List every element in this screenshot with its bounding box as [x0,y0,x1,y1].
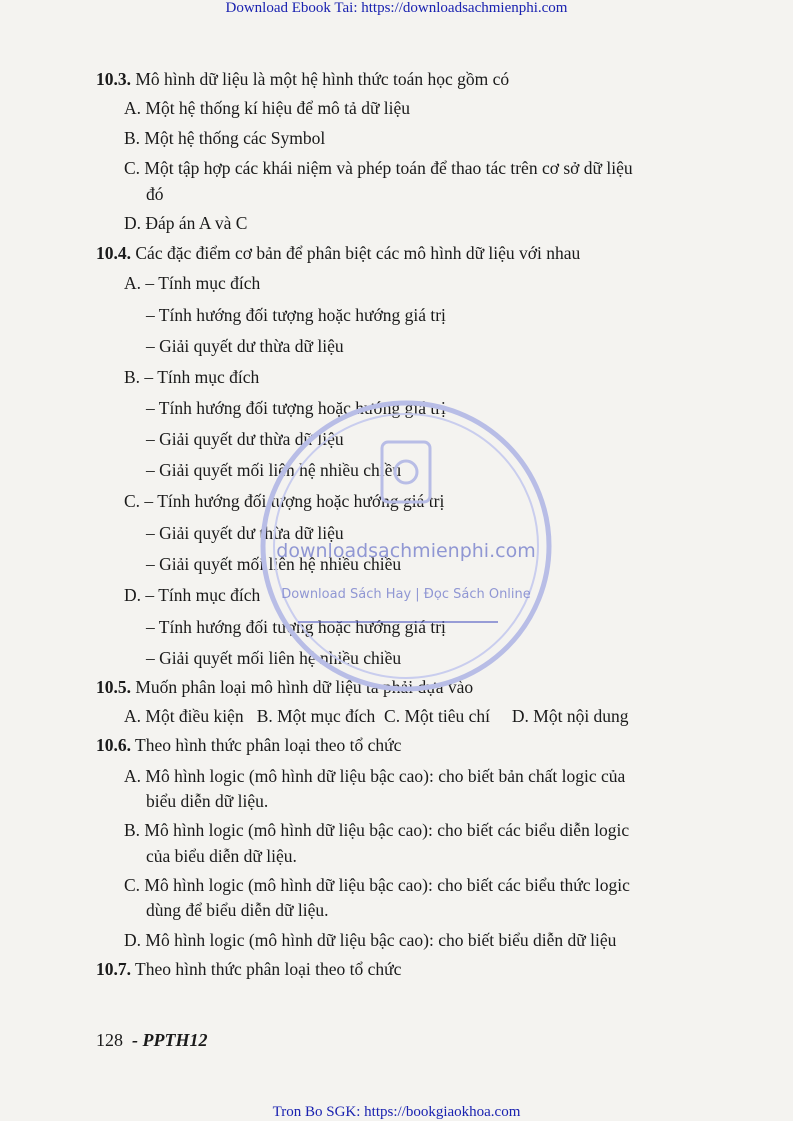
question-text: Mô hình dữ liệu là một hệ hình thức toán học gồm có [131,69,510,89]
option-a: A. Mô hình logic (mô hình dữ liệu bậc cao): cho biết bản chất logic của [124,766,626,786]
question-10-3 [96,69,509,89]
question-text: Theo hình thức phân loại theo tổ chức [131,959,402,979]
question-number: 10.5. [96,677,131,697]
option-a: A. Một hệ thống kí hiệu để mô tả dữ liệu [124,98,411,118]
watermark-site: downloadsachmienphi.com [276,540,536,562]
options-row: A. Một điều kiện B. Một mục đích C. Một tiêu chí D. Một nội dung [124,706,629,726]
option-b: B. Một hệ thống các Symbol [124,128,326,148]
question-number: 10.4. [96,243,131,263]
option-d: D. Mô hình logic (mô hình dữ liệu bậc cao): cho biết biểu diễn dữ liệu [124,930,617,950]
option-a: A. – Tính mục đích [124,273,261,293]
option-c-continued: dùng để biểu diễn dữ liệu. [146,900,329,920]
question-number: 10.7. [96,959,131,979]
question-text: Theo hình thức phân loại theo tổ chức [131,735,402,755]
option-c: C. – Tính hướng đối tượng hoặc hướng giá trị [124,491,445,511]
option-a-item: – Tính hướng đối tượng hoặc hướng giá trị [146,305,446,325]
option-b: B. Mô hình logic (mô hình dữ liệu bậc cao): cho biết các biểu diễn logic [124,820,630,840]
option-b-item: – Tính hướng đối tượng hoặc hướng giá trị [146,398,446,418]
option-a-continued: biểu diễn dữ liệu. [146,791,269,811]
question-text: Muốn phân loại mô hình dữ liệu ta phải dựa vào [131,677,474,697]
option-b-continued: của biểu diễn dữ liệu. [146,846,297,866]
watermark-tagline: Download Sách Hay | Đọc Sách Online [281,587,531,602]
question-number: 10.3. [96,69,131,89]
option-c: C. Một tập hợp các khái niệm và phép toán để thao tác trên cơ sở dữ liệu [124,158,633,178]
option-b: B. – Tính mục đích [124,367,260,387]
option-d: D. – Tính mục đích [124,585,261,605]
top-download-banner[interactable]: Download Ebook Tai: https://downloadsachmienphi.com [225,0,568,16]
question-text: Các đặc điểm cơ bản để phân biệt các mô hình dữ liệu với nhau [131,243,581,263]
bottom-download-banner[interactable]: Tron Bo SGK: https://bookgiaokhoa.com [272,1104,521,1120]
question-10-7 [96,959,401,979]
option-c-continued: đó [146,184,164,204]
option-b-item: – Giải quyết mối liên hệ nhiều chiều [146,460,402,480]
option-b-item: – Giải quyết dư thừa dữ liệu [146,429,344,449]
page-number: 128 [96,1030,123,1050]
option-c-item: – Giải quyết mối liên hệ nhiều chiều [146,554,402,574]
option-c-item: – Giải quyết dư thừa dữ liệu [146,523,344,543]
option-a-item: – Giải quyết dư thừa dữ liệu [146,336,344,356]
page-footer [96,1030,207,1051]
option-c: C. Mô hình logic (mô hình dữ liệu bậc cao): cho biết các biểu thức logic [124,875,630,895]
book-code: - PPTH12 [132,1030,208,1050]
option-d-item: – Giải quyết mối liên hệ nhiều chiều [146,648,402,668]
option-d: D. Đáp án A và C [124,213,248,233]
question-10-6 [96,735,401,755]
question-number: 10.6. [96,735,131,755]
option-d-item: – Tính hướng đối tượng hoặc hướng giá trị [146,617,446,637]
question-10-5 [96,677,473,697]
question-10-4 [96,243,580,263]
